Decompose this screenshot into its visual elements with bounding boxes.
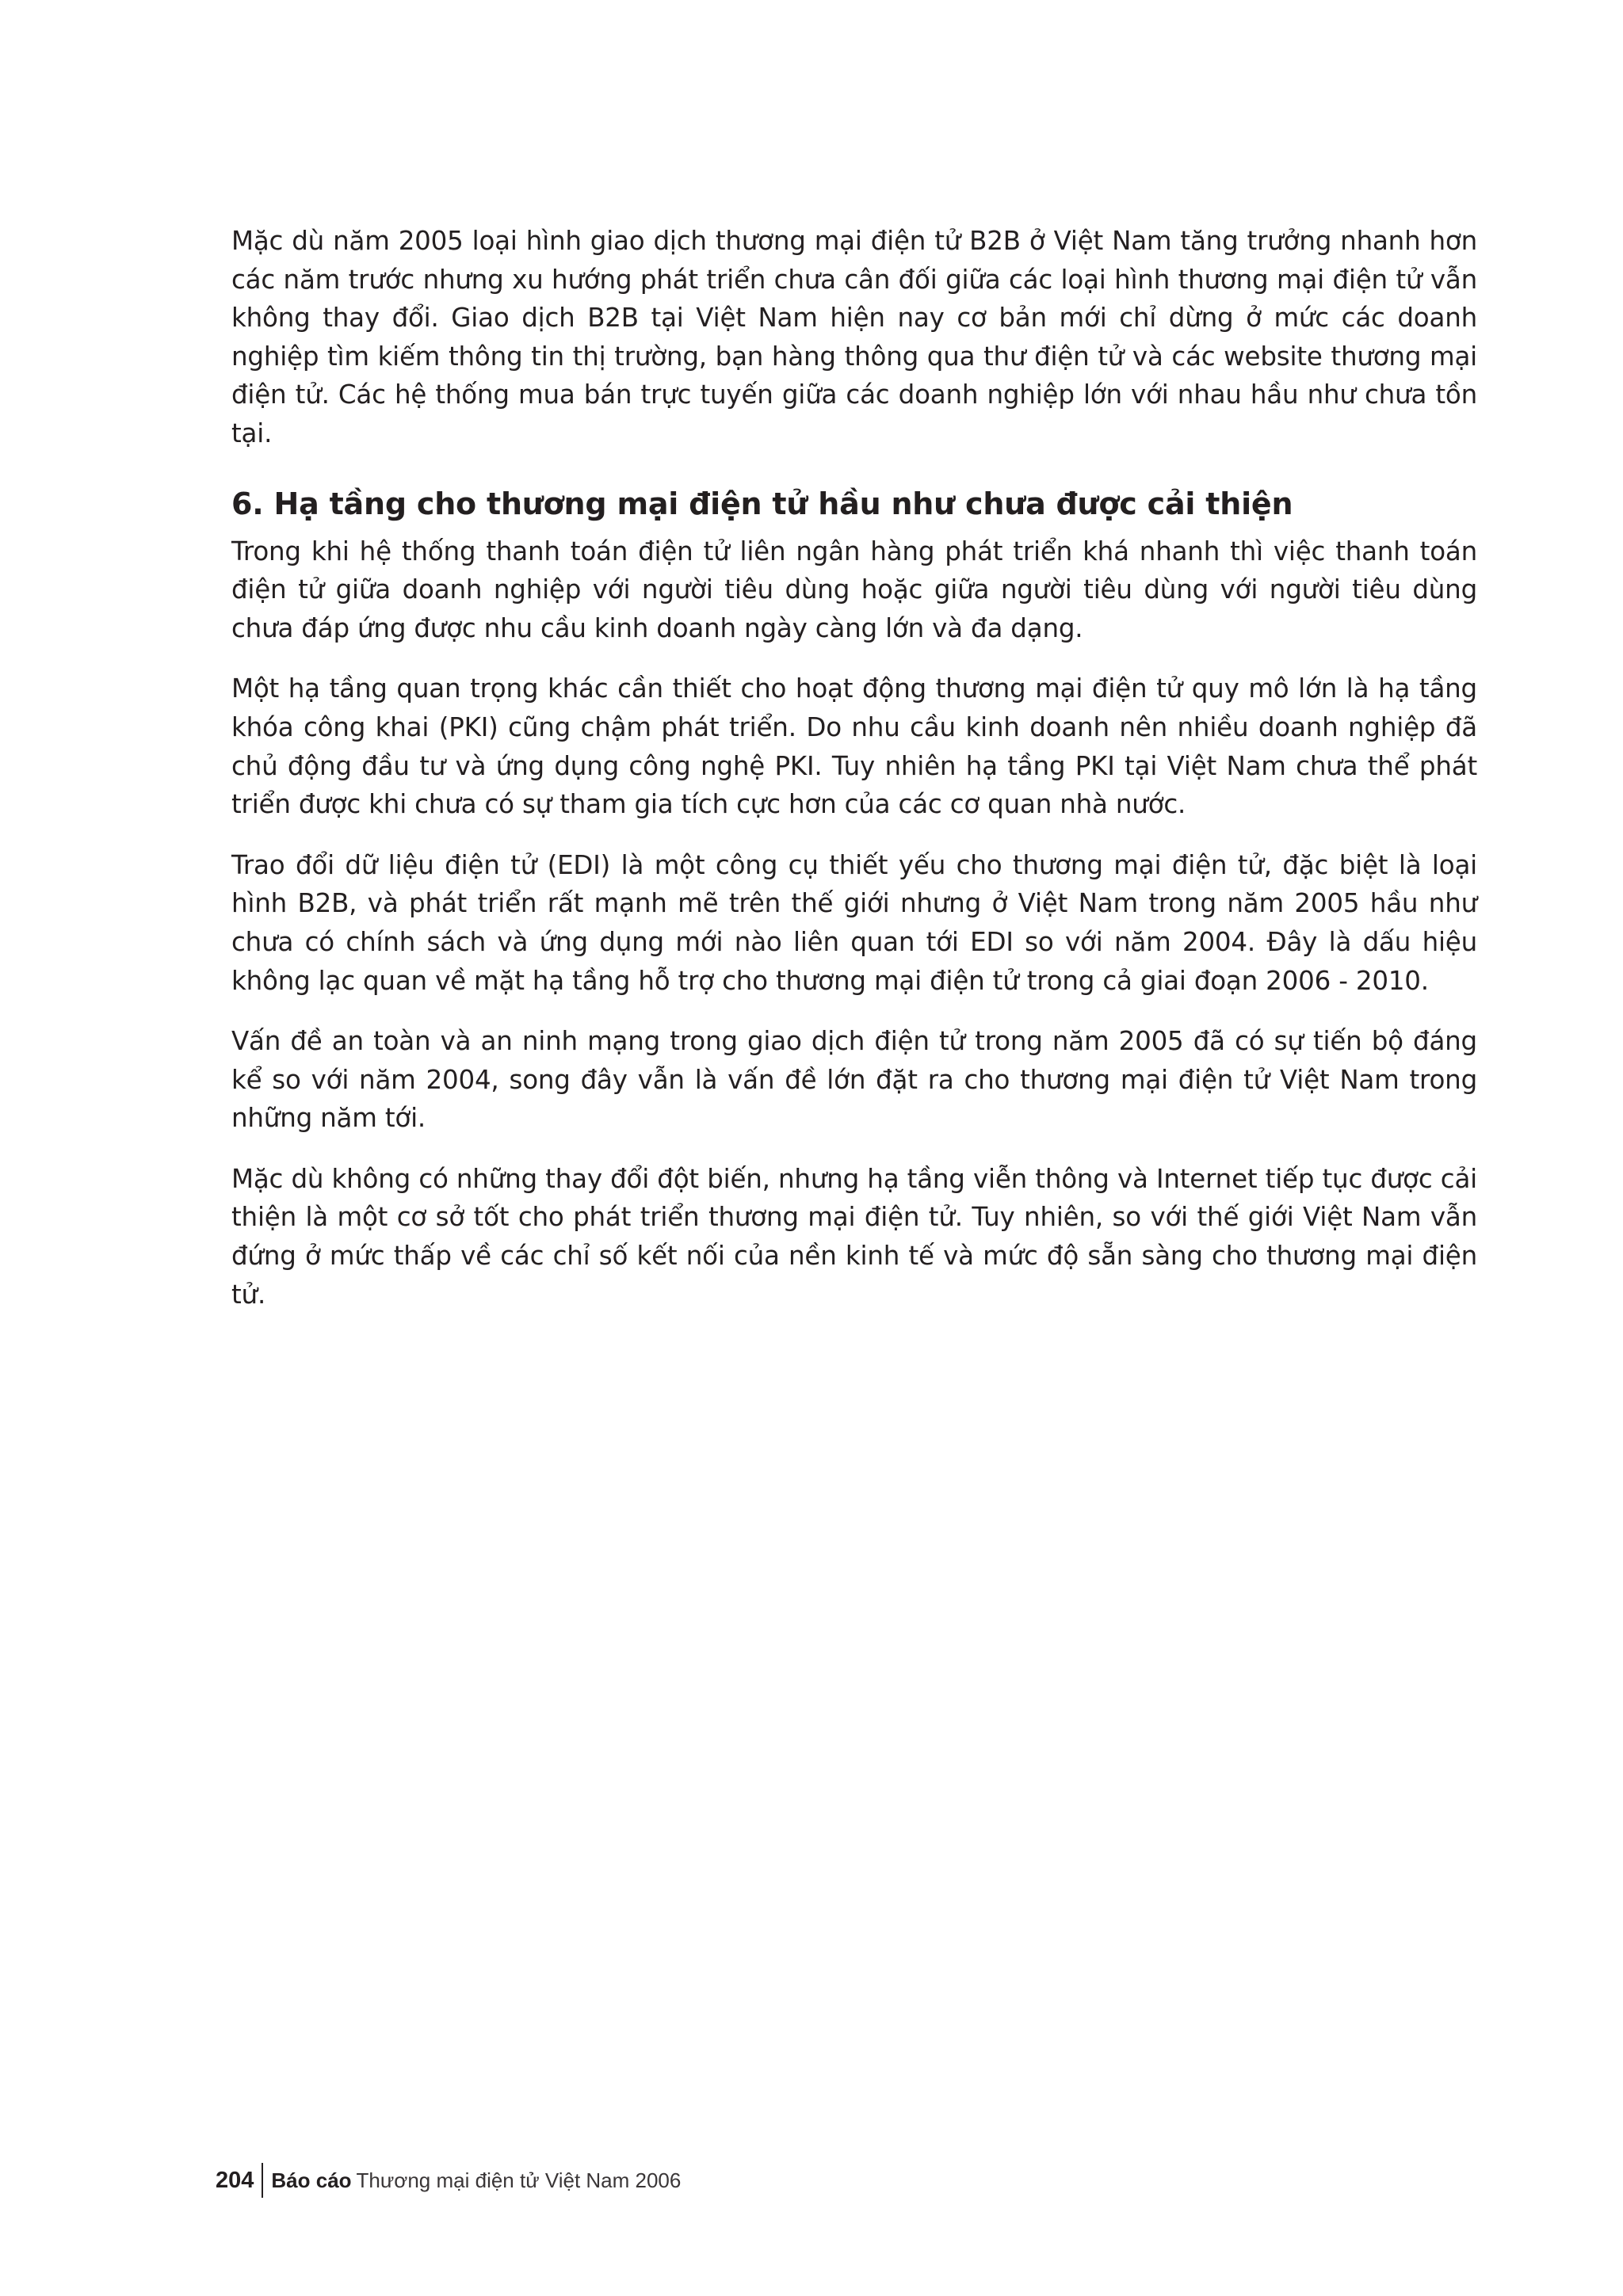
section-paragraph-3: Trao đổi dữ liệu điện tử (EDI) là một công cụ thiết yếu cho thương mại điện tử, đặc biệt là loại hình B2B, và phát triển rất mạnh mẽ trên thế giới nhưng ở Việt Nam trong năm 2005 hầu như chưa có chính sách và ứng dụng mới nào liên quan tới EDI so với năm 2004. Đây là dấu hiệu không lạc quan về mặt hạ tầng hỗ trợ cho thương mại điện tử trong cả giai đoạn 2006 - 2010. — [231, 849, 1477, 996]
section-paragraph-1: Trong khi hệ thống thanh toán điện tử liên ngân hàng phát triển khá nhanh thì việc thanh toán điện tử giữa doanh nghiệp với người tiêu dùng hoặc giữa người tiêu dùng với người tiêu dùng chưa đáp ứng được nhu cầu kinh doanh ngày càng lớn và đa dạng. — [231, 536, 1477, 643]
page-content — [231, 222, 1477, 1314]
section-paragraph-4: Vấn đề an toàn và an ninh mạng trong giao dịch điện tử trong năm 2005 đã có sự tiến bộ đáng kể so với năm 2004, song đây vẫn là vấn đề lớn đặt ra cho thương mại điện tử Việt Nam trong những năm tới. — [231, 1026, 1477, 1134]
section-paragraph-2: Một hạ tầng quan trọng khác cần thiết cho hoạt động thương mại điện tử quy mô lớn là hạ tầng khóa công khai (PKI) cũng chậm phát triển. Do nhu cầu kinh doanh nên nhiều doanh nghiệp đã chủ động đầu tư và ứng dụng công nghệ PKI. Tuy nhiên hạ tầng PKI tại Việt Nam chưa thể phát triển được khi chưa có sự tham gia tích cực hơn của các cơ quan nhà nước. — [231, 673, 1477, 820]
page-number: 204 — [216, 2167, 254, 2193]
section-heading: 6. Hạ tầng cho thương mại điện tử hầu như chưa được cải thiện — [231, 486, 1293, 521]
section-paragraph-5: Mặc dù không có những thay đổi đột biến, nhưng hạ tầng viễn thông và Internet tiếp tục được cải thiện là một cơ sở tốt cho phát triển thương mại điện tử. Tuy nhiên, so với thế giới Việt Nam vẫn đứng ở mức thấp về các chỉ số kết nối của nền kinh tế và mức độ sẵn sàng cho thương mại điện tử. — [231, 1163, 1477, 1310]
intro-paragraph: Mặc dù năm 2005 loại hình giao dịch thương mại điện tử B2B ở Việt Nam tăng trưởng nhanh hơn các năm trước nhưng xu hướng phát triển chưa cân đối giữa các loại hình thương mại điện tử vẫn không thay đổi. Giao dịch B2B tại Việt Nam hiện nay cơ bản mới chỉ dừng ở mức các doanh nghiệp tìm kiếm thông tin thị trường, bạn hàng thông qua thư điện tử và các website thương mại điện tử. Các hệ thống mua bán trực tuyến giữa các doanh nghiệp lớn với nhau hầu như chưa tồn tại. — [231, 226, 1477, 448]
report-title: Thương mại điện tử Việt Nam 2006 — [356, 2168, 682, 2192]
report-label: Báo cáo — [271, 2168, 352, 2192]
page-footer — [216, 2161, 681, 2200]
footer-divider — [262, 2163, 263, 2198]
